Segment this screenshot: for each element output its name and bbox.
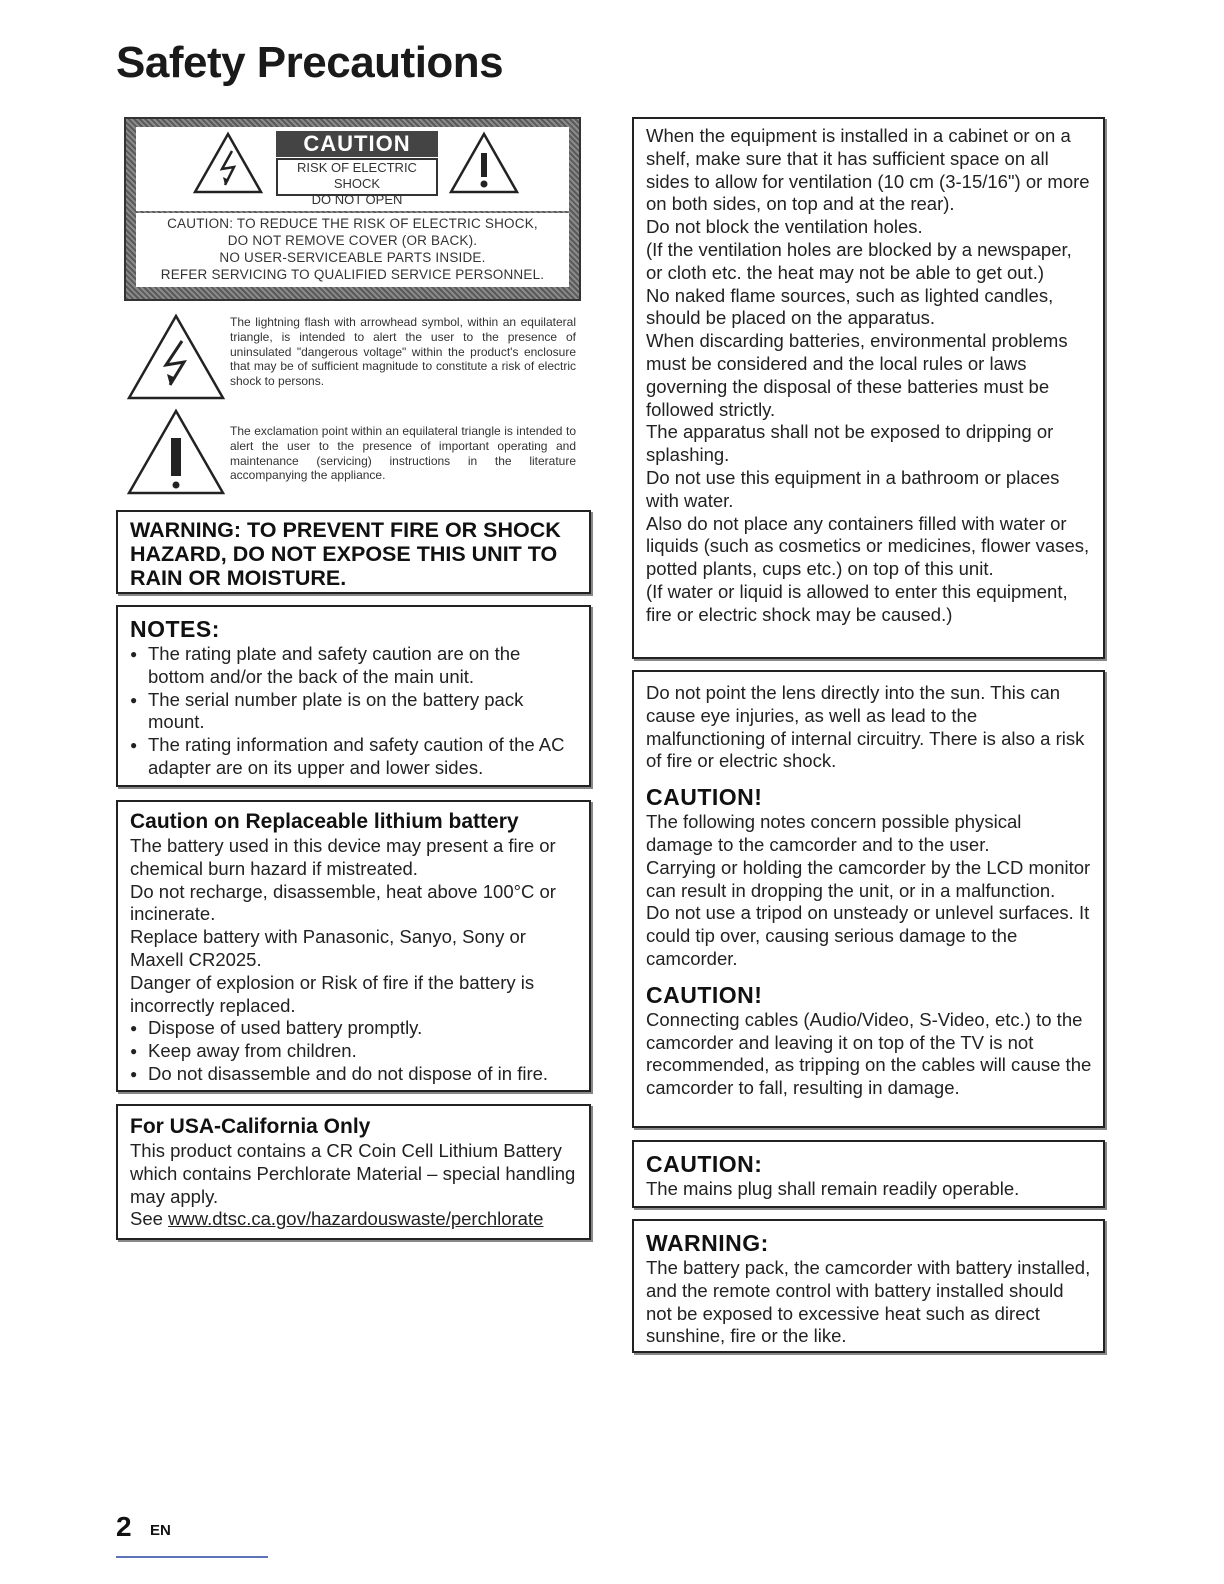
lightning-explanation: The lightning flash with arrowhead symbol, within an equilateral triangle, is intended to alert the user to the presence of uninsulated "dangerous voltage" within the product's enclosure that may be of sufficient magnitude to constitute a risk of electric shock to persons. (230, 315, 576, 389)
notes-item: ● The rating plate and safety caution are on the bottom and/or the back of the main unit. (130, 643, 579, 689)
lithium-item: ● Keep away from children. (130, 1040, 579, 1063)
heat-warning-text: The battery pack, the camcorder with battery installed, and the remote control with battery installed should not be exposed to excessive heat such as direct sunshine, fire or the like. (646, 1257, 1091, 1347)
heat-warning-heading: WARNING: (646, 1230, 769, 1256)
lithium-item: ● Do not disassemble and do not dispose of in fire. (130, 1063, 579, 1086)
ventilation-paragraph: (If the ventilation holes are blocked by a newspaper, or cloth etc. the heat may not be able to get out.) (646, 238, 1072, 283)
california-box (116, 1104, 591, 1240)
page-language: EN (150, 1522, 171, 1539)
california-text: This product contains a CR Coin Cell Lithium Battery which contains Perchlorate Material – special handling may apply. (130, 1140, 576, 1207)
moisture-warning-line-2: HAZARD, DO NOT EXPOSE THIS UNIT TO (130, 542, 558, 566)
ventilation-paragraph: No naked flame sources, such as lighted candles, should be placed on the apparatus. (646, 284, 1054, 329)
lithium-battery-box (116, 800, 591, 1092)
mains-text: The mains plug shall remain readily operable. (646, 1178, 1020, 1199)
page-number: 2 (116, 1511, 132, 1542)
caution1-paragraph: The following notes concern possible physical damage to the camcorder and to the user. (646, 811, 1022, 855)
caution-line-4: REFER SERVICING TO QUALIFIED SERVICE PERSONNEL. (160, 267, 545, 282)
california-see (130, 1208, 579, 1231)
notes-box (116, 605, 591, 787)
ventilation-paragraph: Do not use this equipment in a bathroom or places with water. (646, 466, 1060, 511)
lithium-item: ● Dispose of used battery promptly. (130, 1017, 579, 1040)
lithium-paragraph: Do not recharge, disassemble, heat above 100°C or incinerate. (130, 880, 556, 925)
heat-warning-box (632, 1219, 1105, 1353)
lithium-heading: Caution on Replaceable lithium battery (130, 810, 519, 833)
lithium-paragraph: Danger of explosion or Risk of fire if the battery is incorrectly replaced. (130, 971, 535, 1016)
notes-item: ● The rating information and safety caution of the AC adapter are on its upper and lower sides. (130, 734, 579, 780)
footer-rule (116, 1556, 268, 1558)
risk-line-2: DO NOT OPEN (311, 192, 403, 207)
caution-label (124, 117, 581, 301)
ventilation-paragraph: Also do not place any containers filled with water or liquids (such as cosmetics or medicines, flower vases, potted plants, cups etc.) on top of this unit. (646, 512, 1090, 580)
caution-line-2: DO NOT REMOVE COVER (OR BACK). (227, 233, 478, 248)
caution1-paragraph: Do not use a tripod on unsteady or unlevel surfaces. It could tip over, causing serious damage to the camcorder. (646, 902, 1090, 969)
lightning-symbol-icon (126, 313, 226, 401)
ventilation-paragraph: When discarding batteries, environmental problems must be considered and the local rules or laws governing the disposal of these batteries must be followed strictly. (646, 330, 1068, 420)
caution-label-text (136, 213, 569, 287)
sun-caution-box (632, 670, 1105, 1128)
ventilation-paragraph: Do not block the ventilation holes. (646, 216, 923, 238)
moisture-warning-line-1: WARNING: TO PREVENT FIRE OR SHOCK (130, 518, 561, 542)
caution2-paragraph: Connecting cables (Audio/Video, S-Video, etc.) to the camcorder and leaving it on top of the TV is not recommended, as tripping on the cables will cause the camcorder to fall, resulting in damage. (646, 1008, 1092, 1099)
caution-line-1: CAUTION: TO REDUCE THE RISK OF ELECTRIC SHOCK, (167, 216, 538, 231)
notes-heading: NOTES: (130, 616, 220, 642)
risk-box (276, 158, 438, 207)
exclamation-triangle-icon (448, 131, 520, 195)
caution-banner: CAUTION (276, 131, 438, 157)
lithium-paragraph: Replace battery with Panasonic, Sanyo, Sony or Maxell CR2025. (130, 926, 526, 970)
mains-heading: CAUTION: (646, 1151, 763, 1177)
california-see-label: See (130, 1208, 169, 1230)
mains-caution-box (632, 1140, 1105, 1208)
risk-line-1: RISK OF ELECTRIC SHOCK (297, 160, 417, 191)
lithium-paragraph: The battery used in this device may present a fire or chemical burn hazard if mistreated. (130, 835, 556, 879)
ventilation-paragraph: (If water or liquid is allowed to enter this equipment, fire or electric shock may be caused.) (646, 580, 1068, 625)
notes-item: ● The serial number plate is on the battery pack mount. (130, 689, 579, 735)
ventilation-box (632, 117, 1105, 659)
sun-intro: Do not point the lens directly into the sun. This can cause eye injuries, as well as lead to the malfunctioning of internal circuitry. There is also a risk of fire or electric shock. (646, 682, 1085, 772)
ventilation-paragraph: The apparatus shall not be exposed to dripping or splashing. (646, 421, 1054, 466)
lithium-list (130, 1017, 579, 1085)
exclamation-symbol-icon (126, 408, 226, 496)
notes-list (130, 643, 579, 780)
caution-heading-1: CAUTION! (646, 784, 763, 811)
caution-label-top (136, 127, 569, 211)
ventilation-paragraph: When the equipment is installed in a cabinet or on a shelf, make sure that it has sufficient space on all sides to allow for ventilation (10 cm (3-15/16") or more on both sides, on top and at the rear). (646, 125, 1090, 215)
caution-line-3: NO USER-SERVICEABLE PARTS INSIDE. (219, 250, 486, 265)
caution1-paragraph: Carrying or holding the camcorder by the LCD monitor can result in dropping the unit, or in a malfunction. (646, 856, 1091, 901)
perchlorate-link[interactable]: www.dtsc.ca.gov/hazardouswaste/perchlorate (168, 1208, 544, 1230)
moisture-warning-box (116, 510, 591, 594)
moisture-warning-line-3: RAIN OR MOISTURE. (130, 566, 347, 590)
lightning-triangle-icon (192, 131, 264, 195)
exclamation-explanation: The exclamation point within an equilateral triangle is intended to alert the user to the presence of important operating and maintenance (servicing) instructions in the literature accompanying the appliance. (230, 424, 576, 483)
caution-heading-2: CAUTION! (646, 981, 763, 1008)
page-title: Safety Precautions (116, 38, 504, 87)
california-heading: For USA-California Only (130, 1115, 371, 1138)
